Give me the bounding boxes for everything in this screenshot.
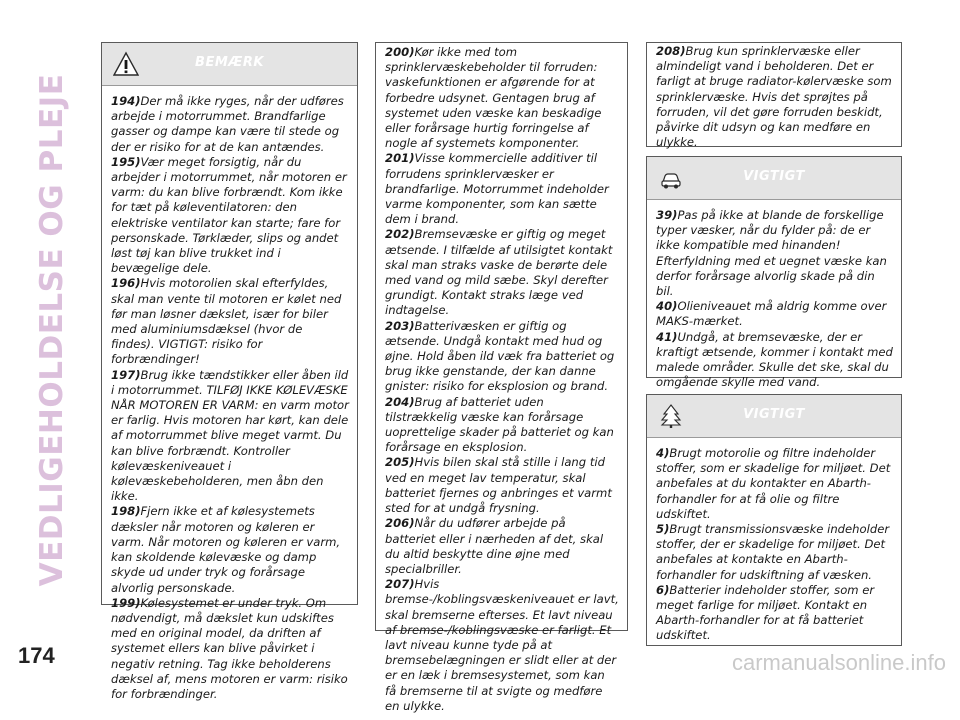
environment-box-title: VIGTIGT [743,407,805,422]
note-number: 206) [385,516,415,531]
note-text: Batterivæsken er giftig og ætsende. Undgå kontakt med hud og øjne. Hold åben ild væk fra batteriet og brug ikke genstande, der kan danne gnister: risiko for eksplosion og brand. [385,318,615,394]
note-number: 199) [111,595,141,610]
note-text: Brug af batteriet uden tilstrækkelig væske kan forårsage uoprettelige skader på batteriet og kan forårsage en eksplosion. [385,394,614,455]
warning-box-end [646,42,902,150]
note-text: Undgå, at bremsevæske, der er kraftigt ætsende, kommer i kontakt med malede områder. Skulle det ske, skal du omgående skylle med vand. [656,329,893,390]
warning-box [101,42,358,701]
environment-box-body [647,438,901,650]
note-item [656,330,893,391]
note-item [385,395,619,456]
note-text: Hvis motorolien skal efterfyldes, skal man vente til motoren er kølet ned før man løsner dækslet, især for biler med aluminiumsdæksel (hvor de findes). VIGTIGT: risiko for forbrændinger! [111,276,342,367]
note-text: Der må ikke ryges, når der udføres arbejde i motorrummet. Brandfarlige gasser og dampe kan være til stede og der er risiko for at de kan antændes. [111,94,344,154]
warning-box-continued [375,42,628,713]
note-text: Bremsevæske er giftig og meget ætsende. I tilfælde af utilsigtet kontakt skal man straks vaske de berørte dele med vand og mild sæbe. Skyl derefter grundigt. Kontakt straks læge ved indtagelse. [385,227,613,318]
note-item [656,44,893,150]
note-item [111,504,349,595]
note-number: 195) [111,154,141,169]
note-number: 202) [385,227,415,242]
warning-box-title: BEMÆRK [195,55,264,70]
note-number: 39) [656,208,678,222]
note-item [385,455,619,516]
note-number: 203) [385,318,415,333]
note-text: Når du udfører arbejde på batteriet eller i nærheden af det, skal du altid beskytte dine øjne med specialbriller. [385,516,604,576]
note-item [111,596,349,702]
note-number: 196) [111,276,141,291]
note-number: 198) [111,504,141,519]
important-box-title: VIGTIGT [743,169,805,184]
page-number: 174 [18,643,55,668]
note-number: 197) [111,367,141,382]
note-number: 5) [656,522,670,537]
note-item [385,45,619,151]
warning-box-header [102,43,357,86]
important-box-header [647,157,901,200]
note-item [656,583,893,644]
note-text: Batterier indeholder stoffer, som er meget farlige for miljøet. Kontakt en Abarth-forhandler for at få batteriet udskiftet. [656,582,875,643]
note-item [656,299,893,329]
warning-box-end-body [647,43,901,156]
note-text: Pas på ikke at blande de forskellige typer væsker, når du fylder på: de er ikke kompatible med hinanden! Efterfyldning med et uegnet væske kan derfor forårsage alvorlig skade på din bil. [656,208,887,299]
note-number: 41) [656,329,678,344]
note-text: Brugt transmissionsvæske indeholder stoffer, der er skadelige for miljøet. Det anbefales at kontakte en Abarth-forhandler for udskiftning af væsken. [656,522,890,582]
note-item [385,516,619,577]
note-text: Brug ikke tændstikker eller åben ild i motorrummet. TILFØJ IKKE KØLEVÆSKE NÅR MOTOREN ER VARM: en varm motor er farlig. Hvis motoren har kørt, kan dele af motorrummet blive meget varmt. Du kan blive forbrændt. Kontroller kølevæskeniveauet i kølevæskebeholderen, men åbn den ikke. [111,367,349,504]
important-box-car [646,156,902,390]
environment-box-header [647,395,901,438]
note-text: Hvis bremse-/koblingsvæskeniveauet er lavt, skal bremserne efterses. Et lavt niveau af bremse-/koblingsvæske er farligt. Et lavt niveau kunne tyde på at bremsebelægningen er slidt eller at der er en læk i bremsesystemet, som kan få bremserne til at svigte og medføre en ulykke. [385,577,619,713]
note-number: 204) [385,394,415,409]
note-item [385,319,619,395]
note-number: 40) [656,299,678,314]
note-item [656,208,893,299]
note-item [111,276,349,367]
note-number: 205) [385,455,415,470]
note-text: Kør ikke med tom sprinklervæskebeholder til forruden: vaskefunktionen er afgørende for at forbedre udsynet. Gentagen brug af systemet uden væske kan beskadige eller forårsage hurtig forringelse af nogle af systemets komponenter. [385,45,602,151]
note-item [111,94,349,155]
note-number: 6) [656,582,670,597]
note-text: Fjern ikke et af kølesystemets dæksler når motoren og køleren er varm. Når motoren og køleren er varm, kan skoldende kølevæske og damp skyde ud under tryk og forårsage alvorlig personskade. [111,504,341,595]
note-text: Kølesystemet er under tryk. Om nødvendigt, må dækslet kun udskiftes med en original model, da driften af systemet ellers kan blive påvirket i negativ retning. Tag ikke beholderens dæksel af, mens motoren er varm: risiko for forbrændinger. [111,595,348,701]
note-number: 194) [111,94,141,108]
important-box-body [647,200,901,396]
note-number: 207) [385,577,415,592]
environment-box [646,394,902,646]
section-title: VEDLIGEHOLDELSE OG PLEJE [34,73,70,587]
note-number: 4) [656,446,670,460]
warning-box-body [102,86,357,708]
note-item [385,227,619,318]
note-text: Brugt motorolie og filtre indeholder stoffer, som er skadelige for miljøet. Det anbefales at du kontakter en Abarth-forhandler for at få olie og filtre udskiftet. [656,446,891,521]
note-text: Brug kun sprinklervæske eller almindeligt vand i beholderen. Det er farligt at bruge radiator-kølervæske som sprinklervæske. Hvis det sprøjtes på forruden, vil det gøre forruden beskidt, påvirke dit udsyn og kan medføre en ulykke. [656,44,892,150]
note-item [385,577,619,714]
note-text: Olieniveauet må aldrig komme over MAKS-mærket. [656,299,887,329]
note-item [385,151,619,227]
warning-box-continued-body [376,43,627,720]
note-item [111,368,349,505]
note-text: Visse kommercielle additiver til forrudens sprinklervæsker er brandfarlige. Motorrummet indeholder varme komponenter, som kan sætte dem i brand. [385,151,609,227]
note-text: Vær meget forsigtig, når du arbejder i motorrummet, når motoren er varm: du kan blive forbrændt. Kom ikke for tæt på køleventilatoren: den elektriske ventilator kan starte; fare for personskade. Tørklæder, slips og andet løst tøj kan blive trukket ind i bevægelige dele. [111,154,347,276]
note-number: 200) [385,45,415,59]
note-item [656,446,893,522]
watermark: carmanualsonline.info [731,650,946,675]
note-text: Hvis bilen skal stå stille i lang tid ved en meget lav temperatur, skal batteriet fjernes og anbringes et varmt sted for at undgå frysning. [385,455,612,516]
note-number: 201) [385,151,415,166]
note-item [111,155,349,277]
note-item [656,522,893,583]
note-number: 208) [656,44,686,58]
